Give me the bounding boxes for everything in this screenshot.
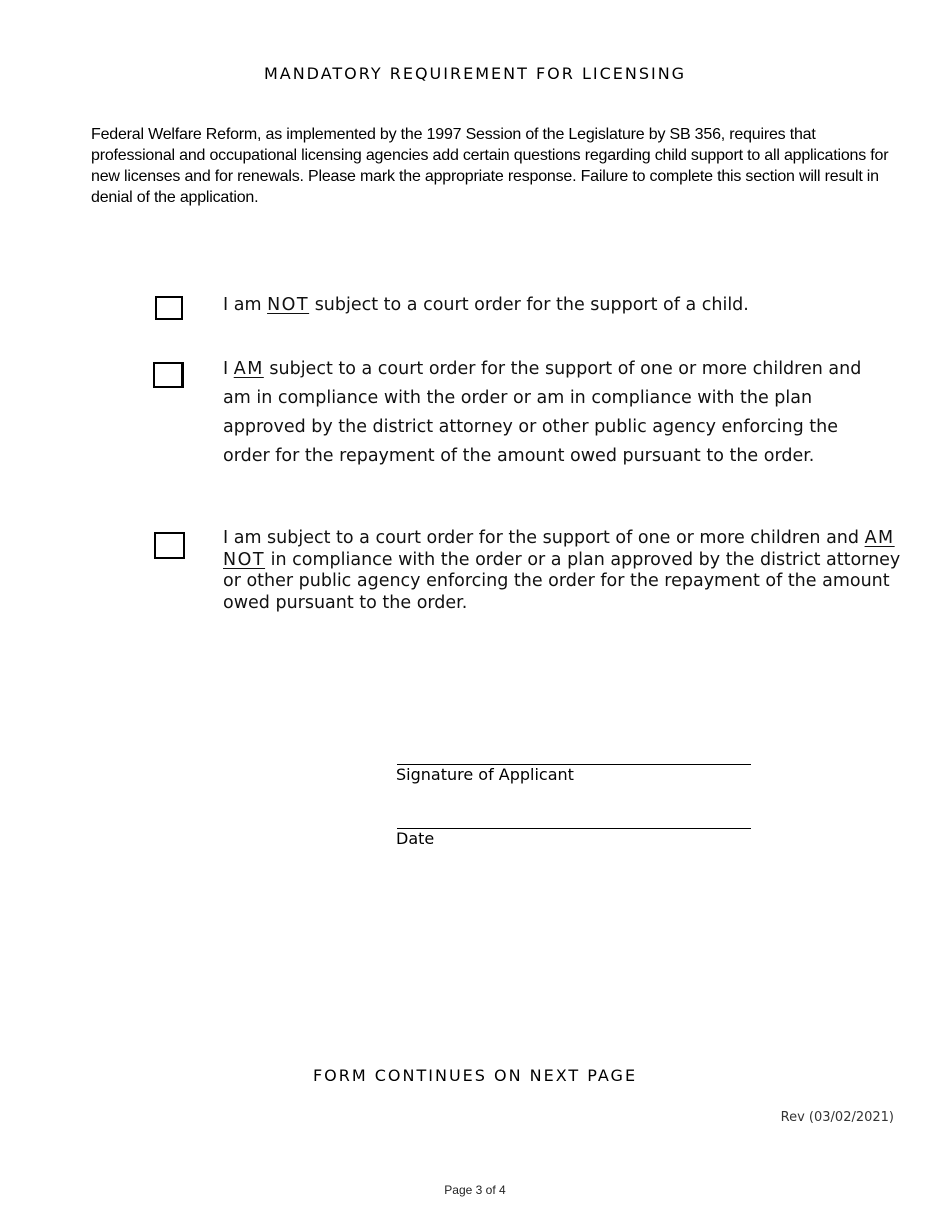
option-not-subject-text: I am NOT subject to a court order for the support of a child. (223, 295, 749, 315)
emphasis-am: AM (233, 359, 264, 379)
checkbox-am-subject-compliant[interactable] (153, 362, 184, 388)
date-line[interactable] (397, 828, 751, 829)
checkbox-not-subject[interactable] (155, 296, 183, 320)
date-label: Date (396, 829, 435, 848)
signature-label: Signature of Applicant (396, 765, 574, 784)
emphasis-am-not: AM NOT (223, 528, 895, 570)
checkbox-am-not-compliant[interactable] (154, 532, 185, 559)
intro-paragraph: Federal Welfare Reform, as implemented by the 1997 Session of the Legislature by SB 356, requires that professional and occupational licensing agencies add certain questions regarding child support to all applications for new licenses and for renewals. Please mark the appropriate response. Failure to complete this section will result in denial of the application. (91, 126, 889, 206)
form-title: MANDATORY REQUIREMENT FOR LICENSING (263, 64, 687, 83)
form-continues-notice: FORM CONTINUES ON NEXT PAGE (312, 1066, 638, 1085)
option-am-not-compliant-text: I am subject to a court order for the support of one or more children and AM NOT in compliance with the order or a plan approved by the district attorney or other public agency enforcing the order for the repayment of the amount owed pursuant to the order. (223, 528, 901, 613)
revision-date: Rev (03/02/2021) (780, 1110, 894, 1125)
option-am-subject-compliant-text: I AM subject to a court order for the support of one or more children and am in compliance with the order or am in compliance with the plan approved by the district attorney or other public agency enforcing the order for the repayment of the amount owed pursuant to the order. (223, 359, 862, 466)
page-number: Page 3 of 4 (444, 1183, 506, 1197)
emphasis-not: NOT (267, 295, 310, 315)
